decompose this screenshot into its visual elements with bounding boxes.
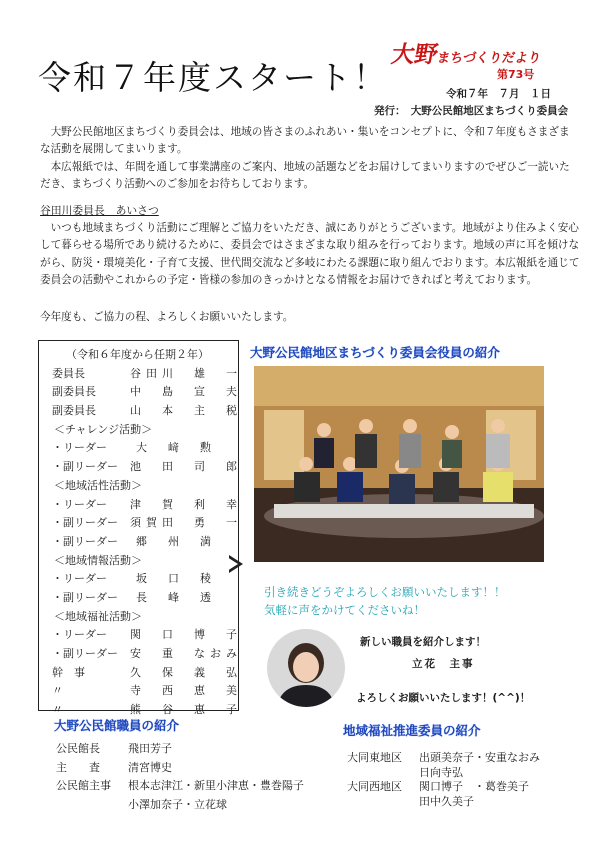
staff-role (56, 796, 128, 815)
new-staff-portrait (267, 629, 345, 707)
intro-paragraph-2: 本広報紙では、年間を通して事業講座のご案内、地域の話題などをお届けしてまいりますのでぜひご一読いただき、まちづくり活動へのご参加をお待ちしております。 (40, 161, 570, 191)
member-name: 谷田川 雄 一 (130, 366, 242, 380)
member-role: 副委員長 (52, 385, 96, 399)
welfare-area (347, 766, 419, 781)
member-role: 副委員長 (52, 404, 96, 418)
staff-row (56, 740, 304, 759)
newsletter-brand (389, 36, 545, 69)
member-name: 久 保 義 弘 (130, 665, 242, 679)
welfare-area: 大同西地区 (347, 780, 402, 794)
greeting-closing: 今年度も、ご協力の程、よろしくお願いいたします。 (40, 311, 294, 323)
member-name: 熊 谷 恵 子 (130, 703, 242, 717)
welfare-names: 関口博子 ・葛巻美子 (419, 780, 529, 794)
welfare-names: 日向寺弘 (419, 765, 463, 779)
issue-number: 第73号 (497, 68, 535, 81)
page-title: 令和７年度スタート！ (38, 58, 388, 97)
staff-names: 根本志津江・新里小津恵・豊巻陽子 (128, 779, 304, 792)
welfare-names: 出頭美奈子・安重なおみ (419, 751, 540, 764)
member-role: ・副リーダー (52, 516, 118, 530)
welfare-area: 大同東地区 (347, 751, 402, 764)
board-member-row (52, 533, 242, 552)
member-name: 関 口 博 子 (130, 628, 242, 642)
new-staff-intro: 新しい職員を紹介します！ (360, 636, 486, 648)
member-name: 坂 口 稜 (136, 572, 216, 586)
board-member-row (52, 402, 242, 421)
member-role: 委員長 (52, 366, 85, 380)
board-section-heading: 大野公民館地区まちづくり委員会役員の紹介 (250, 345, 500, 360)
welfare-section-heading: 地域福祉推進委員の紹介 (343, 723, 481, 738)
board-member-row (52, 589, 242, 608)
member-role: ・副リーダー (52, 647, 118, 660)
member-role: 〃 (52, 684, 63, 698)
group-photo (254, 366, 544, 562)
board-member-row (52, 682, 242, 701)
board-member-row (52, 626, 242, 645)
member-role: ・リーダー (52, 497, 107, 511)
welfare-row (347, 766, 540, 781)
staff-role: 公民館主事 (56, 779, 111, 792)
board-member-row (52, 514, 242, 533)
activity-group-label: ＜地域情報活動＞ (54, 553, 142, 567)
friendly-message: 気軽に声をかけてくださいね！ (264, 603, 425, 617)
member-name: 安 重 なおみ (130, 647, 242, 660)
member-name: 須賀田 勇 一 (130, 516, 242, 530)
new-staff-name: 立花 主事 (412, 658, 475, 670)
brand-main: 大野 (389, 42, 440, 68)
welfare-row (347, 795, 540, 810)
staff-list (56, 740, 304, 814)
staff-names: 飛田芳子 (128, 742, 172, 755)
board-member-row (52, 496, 242, 515)
board-member-row (52, 645, 242, 664)
staff-names: 清宮博史 (128, 760, 172, 774)
board-member-row (52, 458, 242, 477)
brand-sub: まちづくりだより (435, 51, 543, 66)
activity-group-label: ＜地域福祉活動＞ (54, 609, 142, 623)
board-member-row (52, 383, 242, 402)
member-role: ・リーダー (52, 572, 107, 586)
member-name: 寺 西 恵 美 (130, 684, 242, 698)
welfare-row (347, 751, 540, 766)
thanks-message: 引き続きどうぞよろしくお願いいたします！！ (264, 585, 506, 599)
issue-date: 令和７年 ７月 １日 (446, 88, 551, 100)
activity-group-label: ＜地域活性活動＞ (54, 478, 142, 492)
member-name: 中 島 宣 夫 (130, 385, 242, 399)
member-role: ・副リーダー (52, 534, 118, 548)
staff-row (56, 796, 304, 815)
member-role: 幹 事 (52, 665, 85, 679)
member-name: 山 本 主 税 (130, 404, 242, 418)
staff-role: 主 査 (56, 760, 100, 774)
board-member-row (52, 365, 242, 384)
greeting-body: いつも地域まちづくり活動にご理解とご協力をいただき、誠にありがとうございます。地域がより住みよく安心して暮らせる場所であり続けるために、委員会ではさまざまな取り組みを行っております。地域の声に耳を傾けながら、防災・環境美化・子育て支援、世代間交流など多岐にわたる課題に取り組んでおります。本広報紙を通じて委員会の活動やこれからの予定・皆様の参加のきっかけとなる情報をお届けできればと考えております。 (40, 222, 580, 287)
welfare-row (347, 780, 540, 795)
board-member-row (52, 570, 242, 589)
member-name: 池 田 司 郎 (130, 460, 242, 474)
publisher: 発行： 大野公民館地区まちづくり委員会 (374, 105, 569, 117)
member-role: ・リーダー (52, 441, 107, 455)
term-note: （令和６年度から任期２年） (66, 348, 209, 361)
member-role: 〃 (52, 703, 63, 717)
new-staff-greeting: よろしくお願いいたします！(^^)！ (356, 692, 531, 704)
activity-group-label: ＜チャレンジ活動＞ (54, 422, 153, 436)
board-member-list (52, 346, 242, 720)
member-name: 津 賀 利 幸 (130, 497, 242, 511)
greeting-heading: 谷田川委員長 あいさつ (40, 204, 159, 217)
staff-section-heading: 大野公民館職員の紹介 (54, 718, 180, 733)
member-name: 長 峰 透 (136, 590, 216, 604)
member-role: ・リーダー (52, 628, 107, 642)
staff-row (56, 777, 304, 796)
staff-role: 公民館長 (56, 742, 100, 755)
staff-row (56, 759, 304, 778)
staff-names: 小澤加奈子・立花球 (128, 797, 227, 811)
board-member-row (52, 664, 242, 683)
welfare-list (347, 751, 540, 809)
member-name: 大 﨑 勲 (136, 441, 216, 455)
welfare-area (347, 795, 419, 810)
board-member-row (52, 439, 242, 458)
intro-paragraph-1: 大野公民館地区まちづくり委員会は、地域の皆さまのふれあい・集いをコンセプトに、令和７年度もさまざまな活動を展開してまいります。 (40, 126, 570, 156)
member-name: 郷 州 満 (136, 534, 216, 548)
member-role: ・副リーダー (52, 460, 118, 474)
member-role: ・副リーダー (52, 590, 118, 604)
welfare-names: 田中久美子 (419, 794, 474, 808)
